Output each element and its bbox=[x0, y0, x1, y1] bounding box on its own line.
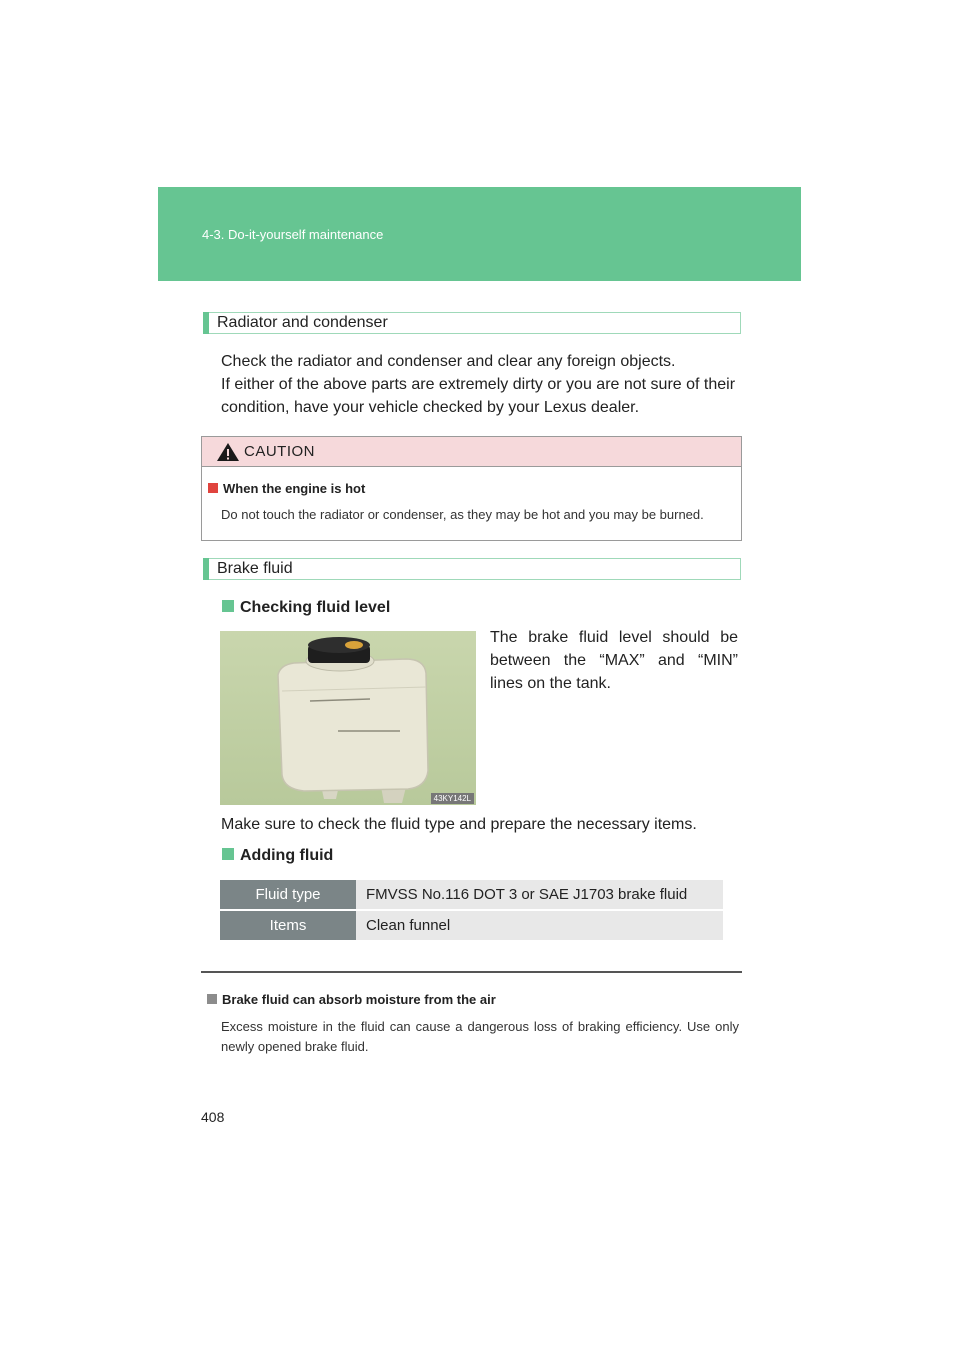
note-heading bbox=[207, 992, 496, 1007]
caution-label: CAUTION bbox=[244, 443, 315, 460]
brake-heading-text: Brake fluid bbox=[217, 560, 293, 577]
table-row bbox=[220, 911, 723, 940]
divider bbox=[201, 971, 742, 973]
red-square-bullet-icon bbox=[208, 483, 218, 493]
caution-caption bbox=[202, 437, 741, 467]
adding-heading bbox=[222, 847, 333, 865]
green-square-bullet-icon bbox=[222, 600, 234, 612]
radiator-heading-text: Radiator and condenser bbox=[217, 314, 388, 331]
gray-square-bullet-icon bbox=[207, 994, 217, 1004]
radiator-line-3: condition, have your vehicle checked by your Lexus dealer. bbox=[221, 399, 640, 416]
radiator-line-2: If either of the above parts are extremely dirty or you are not sure of their bbox=[221, 376, 736, 393]
table-key: Fluid type bbox=[220, 880, 356, 909]
warning-triangle-icon bbox=[216, 442, 240, 462]
checking-heading-text: Checking fluid level bbox=[240, 599, 391, 616]
figure-code: 43KY142L bbox=[431, 793, 474, 804]
note-heading-text: Brake fluid can absorb moisture from the air bbox=[222, 992, 496, 1007]
fluid-level-text: The brake fluid level should be between the “MAX” and “MIN” lines on the tank. bbox=[490, 629, 738, 692]
caution-subheading-text: When the engine is hot bbox=[223, 481, 366, 496]
adding-heading-text: Adding fluid bbox=[240, 847, 334, 864]
table-value: Clean funnel bbox=[356, 911, 723, 940]
page-number: 408 bbox=[201, 1109, 225, 1125]
caution-text: Do not touch the radiator or condenser, as they may be hot and you may be burned. bbox=[221, 507, 704, 522]
checking-heading bbox=[222, 599, 390, 617]
heading-accent-bar bbox=[203, 312, 209, 334]
brake-reservoir-figure bbox=[220, 631, 476, 805]
brake-reservoir-illustration bbox=[220, 631, 476, 805]
table-value: FMVSS No.116 DOT 3 or SAE J1703 brake fluid bbox=[356, 880, 723, 909]
header-band bbox=[158, 187, 801, 281]
brake-heading bbox=[203, 558, 741, 580]
table-row bbox=[220, 880, 723, 909]
caution-box bbox=[201, 436, 742, 541]
radiator-line-1: Check the radiator and condenser and clear any foreign objects. bbox=[221, 353, 676, 370]
fluid-spec-table bbox=[220, 878, 723, 942]
green-square-bullet-icon bbox=[222, 848, 234, 860]
section-title: 4-3. Do-it-yourself maintenance bbox=[202, 227, 384, 242]
make-sure-text: Make sure to check the fluid type and prepare the necessary items. bbox=[221, 816, 697, 833]
radiator-heading bbox=[203, 312, 741, 334]
heading-accent-bar bbox=[203, 558, 209, 580]
table-key: Items bbox=[220, 911, 356, 940]
caution-subheading bbox=[208, 481, 365, 496]
note-text: Excess moisture in the fluid can cause a dangerous loss of braking efficiency. Use only newly opened brake fluid. bbox=[221, 1019, 739, 1054]
